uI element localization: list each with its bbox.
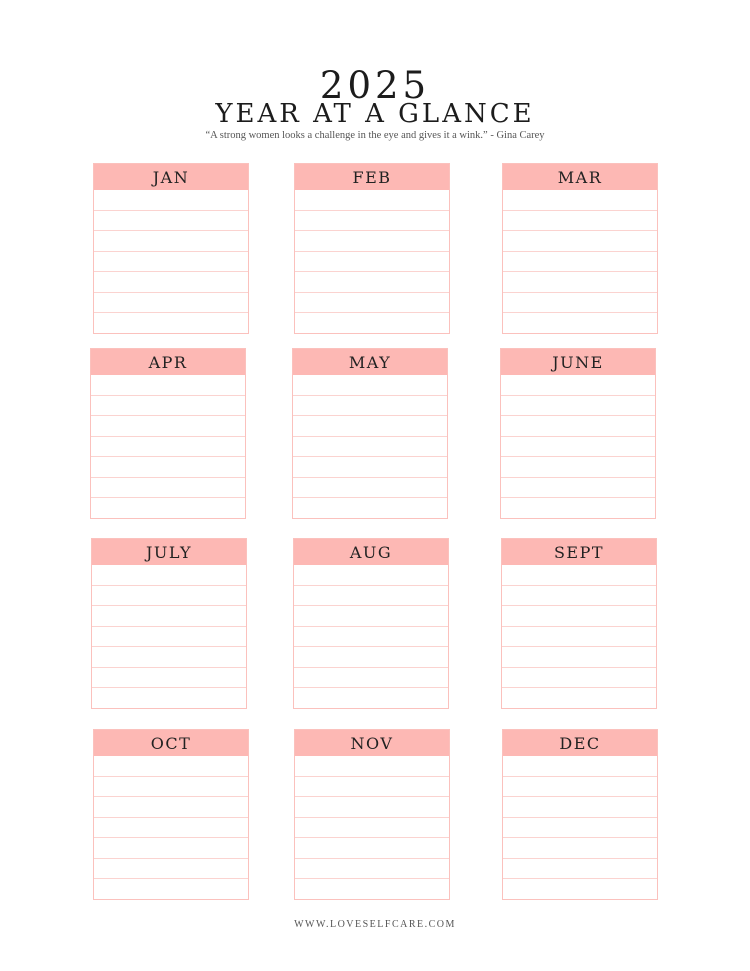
writing-lines[interactable] bbox=[295, 190, 449, 334]
writing-lines[interactable] bbox=[294, 565, 448, 709]
page-title: YEAR AT A GLANCE bbox=[215, 99, 535, 129]
month-label: DEC bbox=[503, 730, 657, 756]
writing-lines[interactable] bbox=[503, 756, 657, 900]
month-box-feb bbox=[294, 163, 450, 334]
writing-lines[interactable] bbox=[94, 190, 248, 334]
month-label: MAY bbox=[293, 349, 447, 375]
month-box-may bbox=[292, 348, 448, 519]
month-box-july bbox=[91, 538, 247, 709]
month-box-nov bbox=[294, 729, 450, 900]
writing-lines[interactable] bbox=[501, 375, 655, 519]
month-label: APR bbox=[91, 349, 245, 375]
month-box-aug bbox=[293, 538, 449, 709]
month-label: NOV bbox=[295, 730, 449, 756]
month-label: SEPT bbox=[502, 539, 656, 565]
month-label: FEB bbox=[295, 164, 449, 190]
month-box-jan bbox=[93, 163, 249, 334]
month-label: OCT bbox=[94, 730, 248, 756]
month-box-mar bbox=[502, 163, 658, 334]
website-footer: WWW.LOVESELFCARE.COM bbox=[294, 919, 456, 930]
month-label: JAN bbox=[94, 164, 248, 190]
quote: “A strong women looks a challenge in the eye and gives it a wink.” - Gina Carey bbox=[205, 130, 545, 141]
month-box-apr bbox=[90, 348, 246, 519]
month-box-dec bbox=[502, 729, 658, 900]
year-heading: 2025 bbox=[319, 64, 431, 107]
writing-lines[interactable] bbox=[293, 375, 447, 519]
month-label: JULY bbox=[92, 539, 246, 565]
writing-lines[interactable] bbox=[94, 756, 248, 900]
month-box-sept bbox=[501, 538, 657, 709]
month-label: MAR bbox=[503, 164, 657, 190]
writing-lines[interactable] bbox=[92, 565, 246, 709]
writing-lines[interactable] bbox=[502, 565, 656, 709]
writing-lines[interactable] bbox=[91, 375, 245, 519]
writing-lines[interactable] bbox=[503, 190, 657, 334]
month-label: AUG bbox=[294, 539, 448, 565]
month-box-oct bbox=[93, 729, 249, 900]
writing-lines[interactable] bbox=[295, 756, 449, 900]
month-box-june bbox=[500, 348, 656, 519]
month-label: JUNE bbox=[501, 349, 655, 375]
